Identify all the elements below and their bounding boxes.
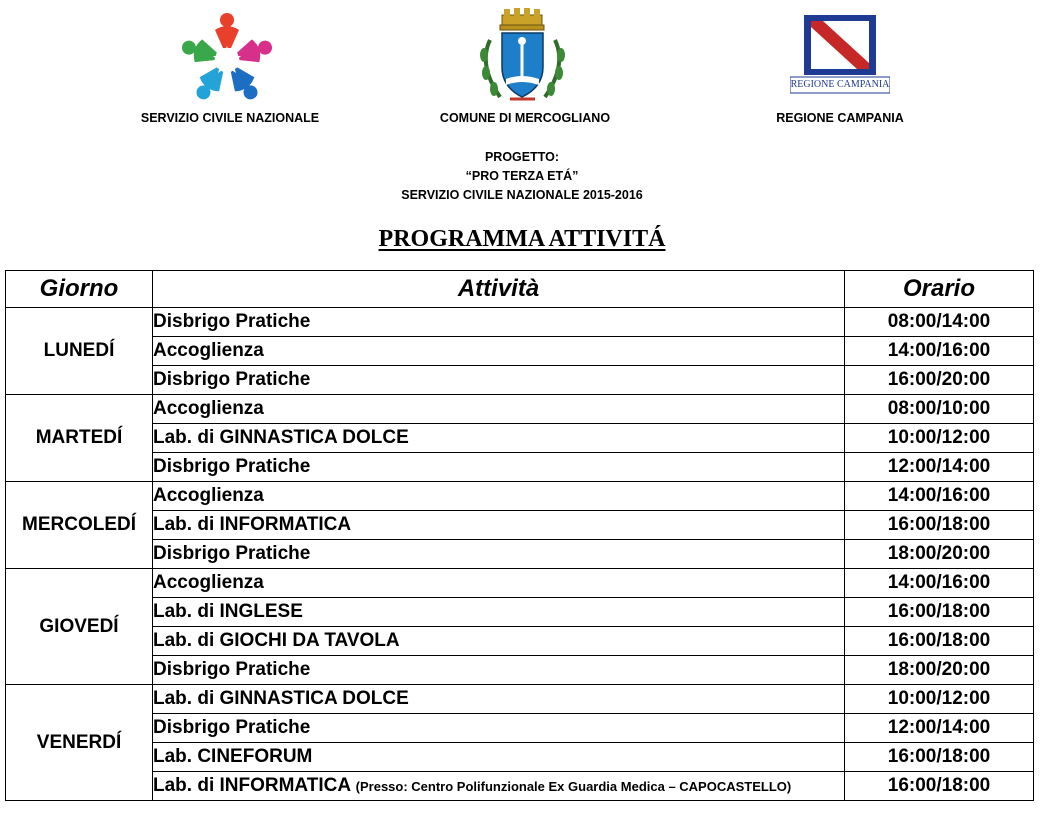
column-header-time: Orario <box>845 271 1034 308</box>
schedule-table <box>5 270 1034 801</box>
time-cell: 16:00/18:00 <box>845 772 1034 801</box>
day-cell: LUNEDÍ <box>6 308 153 395</box>
table-row <box>6 685 1034 714</box>
activity-cell <box>153 772 845 801</box>
time-cell: 10:00/12:00 <box>845 424 1034 453</box>
time-cell: 18:00/20:00 <box>845 656 1034 685</box>
star-people-icon <box>170 8 285 103</box>
servizio-civile-label: SERVIZIO CIVILE NAZIONALE <box>140 111 320 125</box>
activity-cell: Disbrigo Pratiche <box>153 308 845 337</box>
project-name: “PRO TERZA ETÁ” <box>465 169 579 183</box>
time-cell: 14:00/16:00 <box>845 569 1034 598</box>
page-title: PROGRAMMA ATTIVITÁ <box>378 226 666 252</box>
day-cell: GIOVEDÍ <box>6 569 153 685</box>
activity-cell: Accoglienza <box>153 337 845 366</box>
comune-crest-logo <box>470 5 575 105</box>
time-cell: 16:00/18:00 <box>845 627 1034 656</box>
time-cell: 08:00/10:00 <box>845 395 1034 424</box>
table-row <box>6 453 1034 482</box>
table-row <box>6 569 1034 598</box>
table-row <box>6 743 1034 772</box>
time-cell: 10:00/12:00 <box>845 685 1034 714</box>
time-cell: 14:00/16:00 <box>845 337 1034 366</box>
coat-of-arms-icon <box>470 5 575 105</box>
table-row <box>6 366 1034 395</box>
table-row <box>6 598 1034 627</box>
time-cell: 16:00/18:00 <box>845 743 1034 772</box>
activity-cell: Accoglienza <box>153 569 845 598</box>
column-header-activity: Attività <box>153 271 845 308</box>
day-cell: VENERDÍ <box>6 685 153 801</box>
table-row <box>6 627 1034 656</box>
activity-cell: Disbrigo Pratiche <box>153 366 845 395</box>
regione-logo-text: REGIONE CAMPANIA <box>790 79 890 90</box>
table-header-row <box>6 271 1034 308</box>
activity-cell: Lab. di INFORMATICA <box>153 511 845 540</box>
day-cell: MERCOLEDÍ <box>6 482 153 569</box>
table-row <box>6 482 1034 511</box>
activity-cell: Lab. di GIOCHI DA TAVOLA <box>153 627 845 656</box>
table-row <box>6 714 1034 743</box>
table-row <box>6 424 1034 453</box>
time-cell: 16:00/18:00 <box>845 598 1034 627</box>
activity-cell: Lab. di INGLESE <box>153 598 845 627</box>
activity-cell: Lab. di GINNASTICA DOLCE <box>153 685 845 714</box>
regione-campania-logo <box>790 15 890 95</box>
time-cell: 14:00/16:00 <box>845 482 1034 511</box>
activity-text: Lab. di INFORMATICA <box>153 775 351 796</box>
column-header-day: Giorno <box>6 271 153 308</box>
comune-label: COMUNE DI MERCOGLIANO <box>439 111 611 125</box>
activity-cell: Disbrigo Pratiche <box>153 453 845 482</box>
table-row <box>6 656 1034 685</box>
table-row <box>6 395 1034 424</box>
table-row <box>6 511 1034 540</box>
table-row <box>6 337 1034 366</box>
activity-cell: Disbrigo Pratiche <box>153 714 845 743</box>
time-cell: 08:00/14:00 <box>845 308 1034 337</box>
time-cell: 12:00/14:00 <box>845 714 1034 743</box>
time-cell: 16:00/20:00 <box>845 366 1034 395</box>
project-header <box>0 148 1044 205</box>
table-row <box>6 772 1034 801</box>
project-label: PROGETTO: <box>484 150 560 164</box>
activity-cell: Disbrigo Pratiche <box>153 540 845 569</box>
project-subtitle: SERVIZIO CIVILE NAZIONALE 2015-2016 <box>401 188 643 202</box>
activity-cell: Accoglienza <box>153 395 845 424</box>
time-cell: 16:00/18:00 <box>845 511 1034 540</box>
table-row <box>6 308 1034 337</box>
table-row <box>6 540 1034 569</box>
regione-label: REGIONE CAMPANIA <box>776 111 904 125</box>
day-cell: MARTEDÍ <box>6 395 153 482</box>
time-cell: 12:00/14:00 <box>845 453 1034 482</box>
activity-cell: Disbrigo Pratiche <box>153 656 845 685</box>
activity-cell: Lab. di GINNASTICA DOLCE <box>153 424 845 453</box>
activity-cell: Lab. CINEFORUM <box>153 743 845 772</box>
time-cell: 18:00/20:00 <box>845 540 1034 569</box>
servizio-civile-logo <box>170 8 285 103</box>
activity-cell: Accoglienza <box>153 482 845 511</box>
location-note: (Presso: Centro Polifunzionale Ex Guardia Medica – CAPOCASTELLO) <box>355 779 792 794</box>
